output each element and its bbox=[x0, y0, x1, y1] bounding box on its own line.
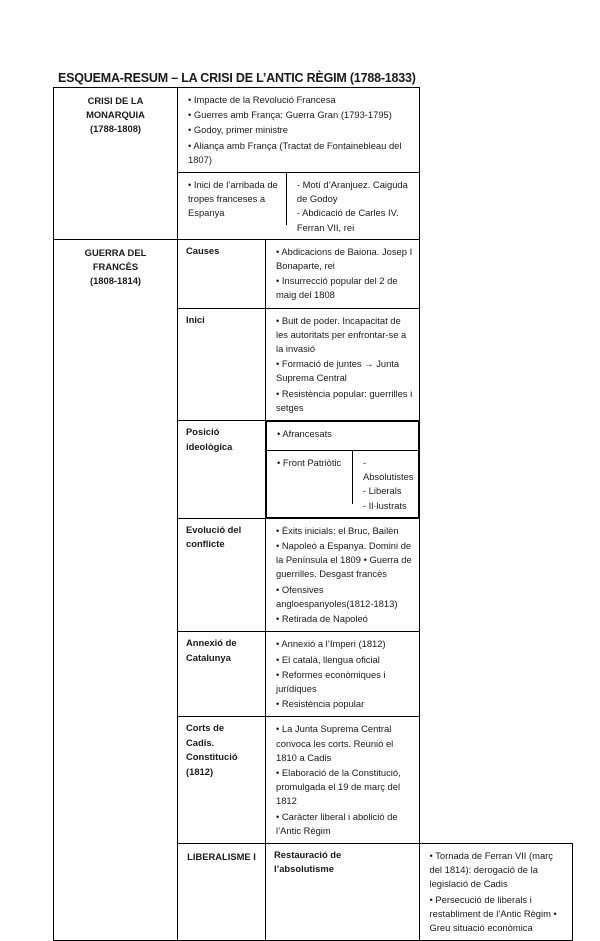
list-item: • El català, llengua oficial bbox=[276, 653, 380, 665]
list-item: - Liberals bbox=[362, 485, 402, 497]
inici-label: Inici bbox=[178, 308, 266, 420]
evolucio-cell bbox=[266, 518, 420, 631]
corts-cell bbox=[266, 717, 420, 844]
crisi-row bbox=[54, 88, 573, 173]
list-item: • Buit de poder. Incapacitat de les autoritats per enfrontar-se a la invasió bbox=[276, 314, 407, 355]
evolucio-label: Evolució del conflicte bbox=[178, 518, 266, 631]
list-item: • Godoy, primer ministre bbox=[188, 124, 289, 136]
list-item: - Abdicació de Carles IV. Ferran VII, rei bbox=[296, 207, 399, 233]
posicio-cell bbox=[266, 421, 420, 519]
posicio-label: Posició ideològica bbox=[178, 421, 266, 519]
list-item: • Resistència popular: guerrilles i setges bbox=[276, 387, 413, 413]
causes-cell bbox=[266, 239, 420, 308]
restauracio-label: Restauració de l’absolutisme bbox=[266, 843, 420, 940]
document-title: ESQUEMA-RESUM – LA CRISI DE L’ANTIC RÈGIM (1788-1833) bbox=[58, 71, 416, 85]
list-item: • Persecució de liberals i restabliment de l’Antic Règim • Greu situació econòmica bbox=[429, 893, 557, 933]
liberalisme-cell bbox=[419, 843, 573, 940]
crisi-left: • Inici de l’arribada de tropes franceses a Espanya bbox=[178, 173, 287, 225]
guerra-dates: (1808-1814) bbox=[89, 275, 142, 287]
list-item: • Guerres amb França: Guerra Gran (1793-1795) bbox=[188, 109, 392, 121]
crisi-dates: (1788-1808) bbox=[89, 123, 142, 135]
list-item: • Formació de juntes → Junta Suprema Central bbox=[276, 358, 400, 384]
front-patriotic: • Front Patriòtic bbox=[267, 451, 353, 504]
list-item: • Ofensives angloespanyoles(1812-1813) bbox=[276, 583, 398, 609]
list-item: • Abdicacions de Baiona. Josep I Bonaparte, rei bbox=[276, 245, 413, 272]
annexio-cell bbox=[266, 632, 420, 717]
list-item: • Napoleó a Espanya. Domini de la Península el 1809 • Guerra de guerrilles. Desgast francès bbox=[276, 540, 412, 580]
liberalisme-period: LIBERALISME I bbox=[178, 843, 266, 940]
annexio-label: Annexió de Catalunya bbox=[178, 632, 266, 717]
crisi-right bbox=[287, 173, 419, 239]
front-patriotic-items bbox=[353, 451, 418, 517]
list-item: - Absolutistes bbox=[362, 457, 414, 483]
list-item: - Il·lustrats bbox=[362, 499, 407, 511]
list-item: • Annexió a l’Imperi (1812) bbox=[276, 638, 386, 650]
crisi-period-cell bbox=[54, 88, 178, 240]
list-item: • Aliança amb França (Tractat de Fontainebleau del 1807) bbox=[188, 139, 402, 165]
list-item: • Reformes econòmiques i jurídiques bbox=[276, 668, 386, 694]
guerra-period: GUERRA DEL FRANCÈS bbox=[84, 246, 147, 273]
list-item: - Motí d’Aranjuez. Caiguda de Godoy bbox=[296, 179, 408, 205]
list-item: • Tornada de Ferran VII (març del 1814): derogació de la legislació de Cadis bbox=[429, 849, 553, 890]
summary-table bbox=[53, 87, 573, 941]
list-item: • La Junta Suprema Central convoca les corts. Reunió el 1810 a Cadis bbox=[276, 723, 394, 763]
list-item: • Impacte de la Revolució Francesa bbox=[188, 94, 336, 105]
guerra-period-cell bbox=[54, 239, 178, 940]
crisi-split-cell bbox=[178, 173, 420, 240]
list-item: • Elaboració de la Constitució, promulgada el 19 de març del 1812 bbox=[276, 766, 401, 807]
corts-label: Corts de Cadis. Constitució (1812) bbox=[178, 717, 266, 844]
list-item: • Èxits inicials: el Bruc, Bailèn bbox=[276, 524, 399, 536]
afrancesats: • Afrancesats bbox=[267, 422, 419, 451]
causes-row bbox=[54, 239, 573, 308]
list-item: • Resistència popular bbox=[276, 698, 365, 710]
crisi-period: CRISI DE LA MONARQUIA bbox=[86, 95, 145, 121]
causes-label: Causes bbox=[178, 239, 266, 308]
list-item: • Insurrecció popular del 2 de maig del 1808 bbox=[276, 275, 398, 301]
inici-cell bbox=[266, 308, 420, 420]
list-item: • Retirada de Napoleó bbox=[276, 613, 368, 625]
crisi-items-cell bbox=[178, 88, 420, 173]
list-item: • Caràcter liberal i abolició de l’Antic Règim bbox=[276, 810, 398, 836]
